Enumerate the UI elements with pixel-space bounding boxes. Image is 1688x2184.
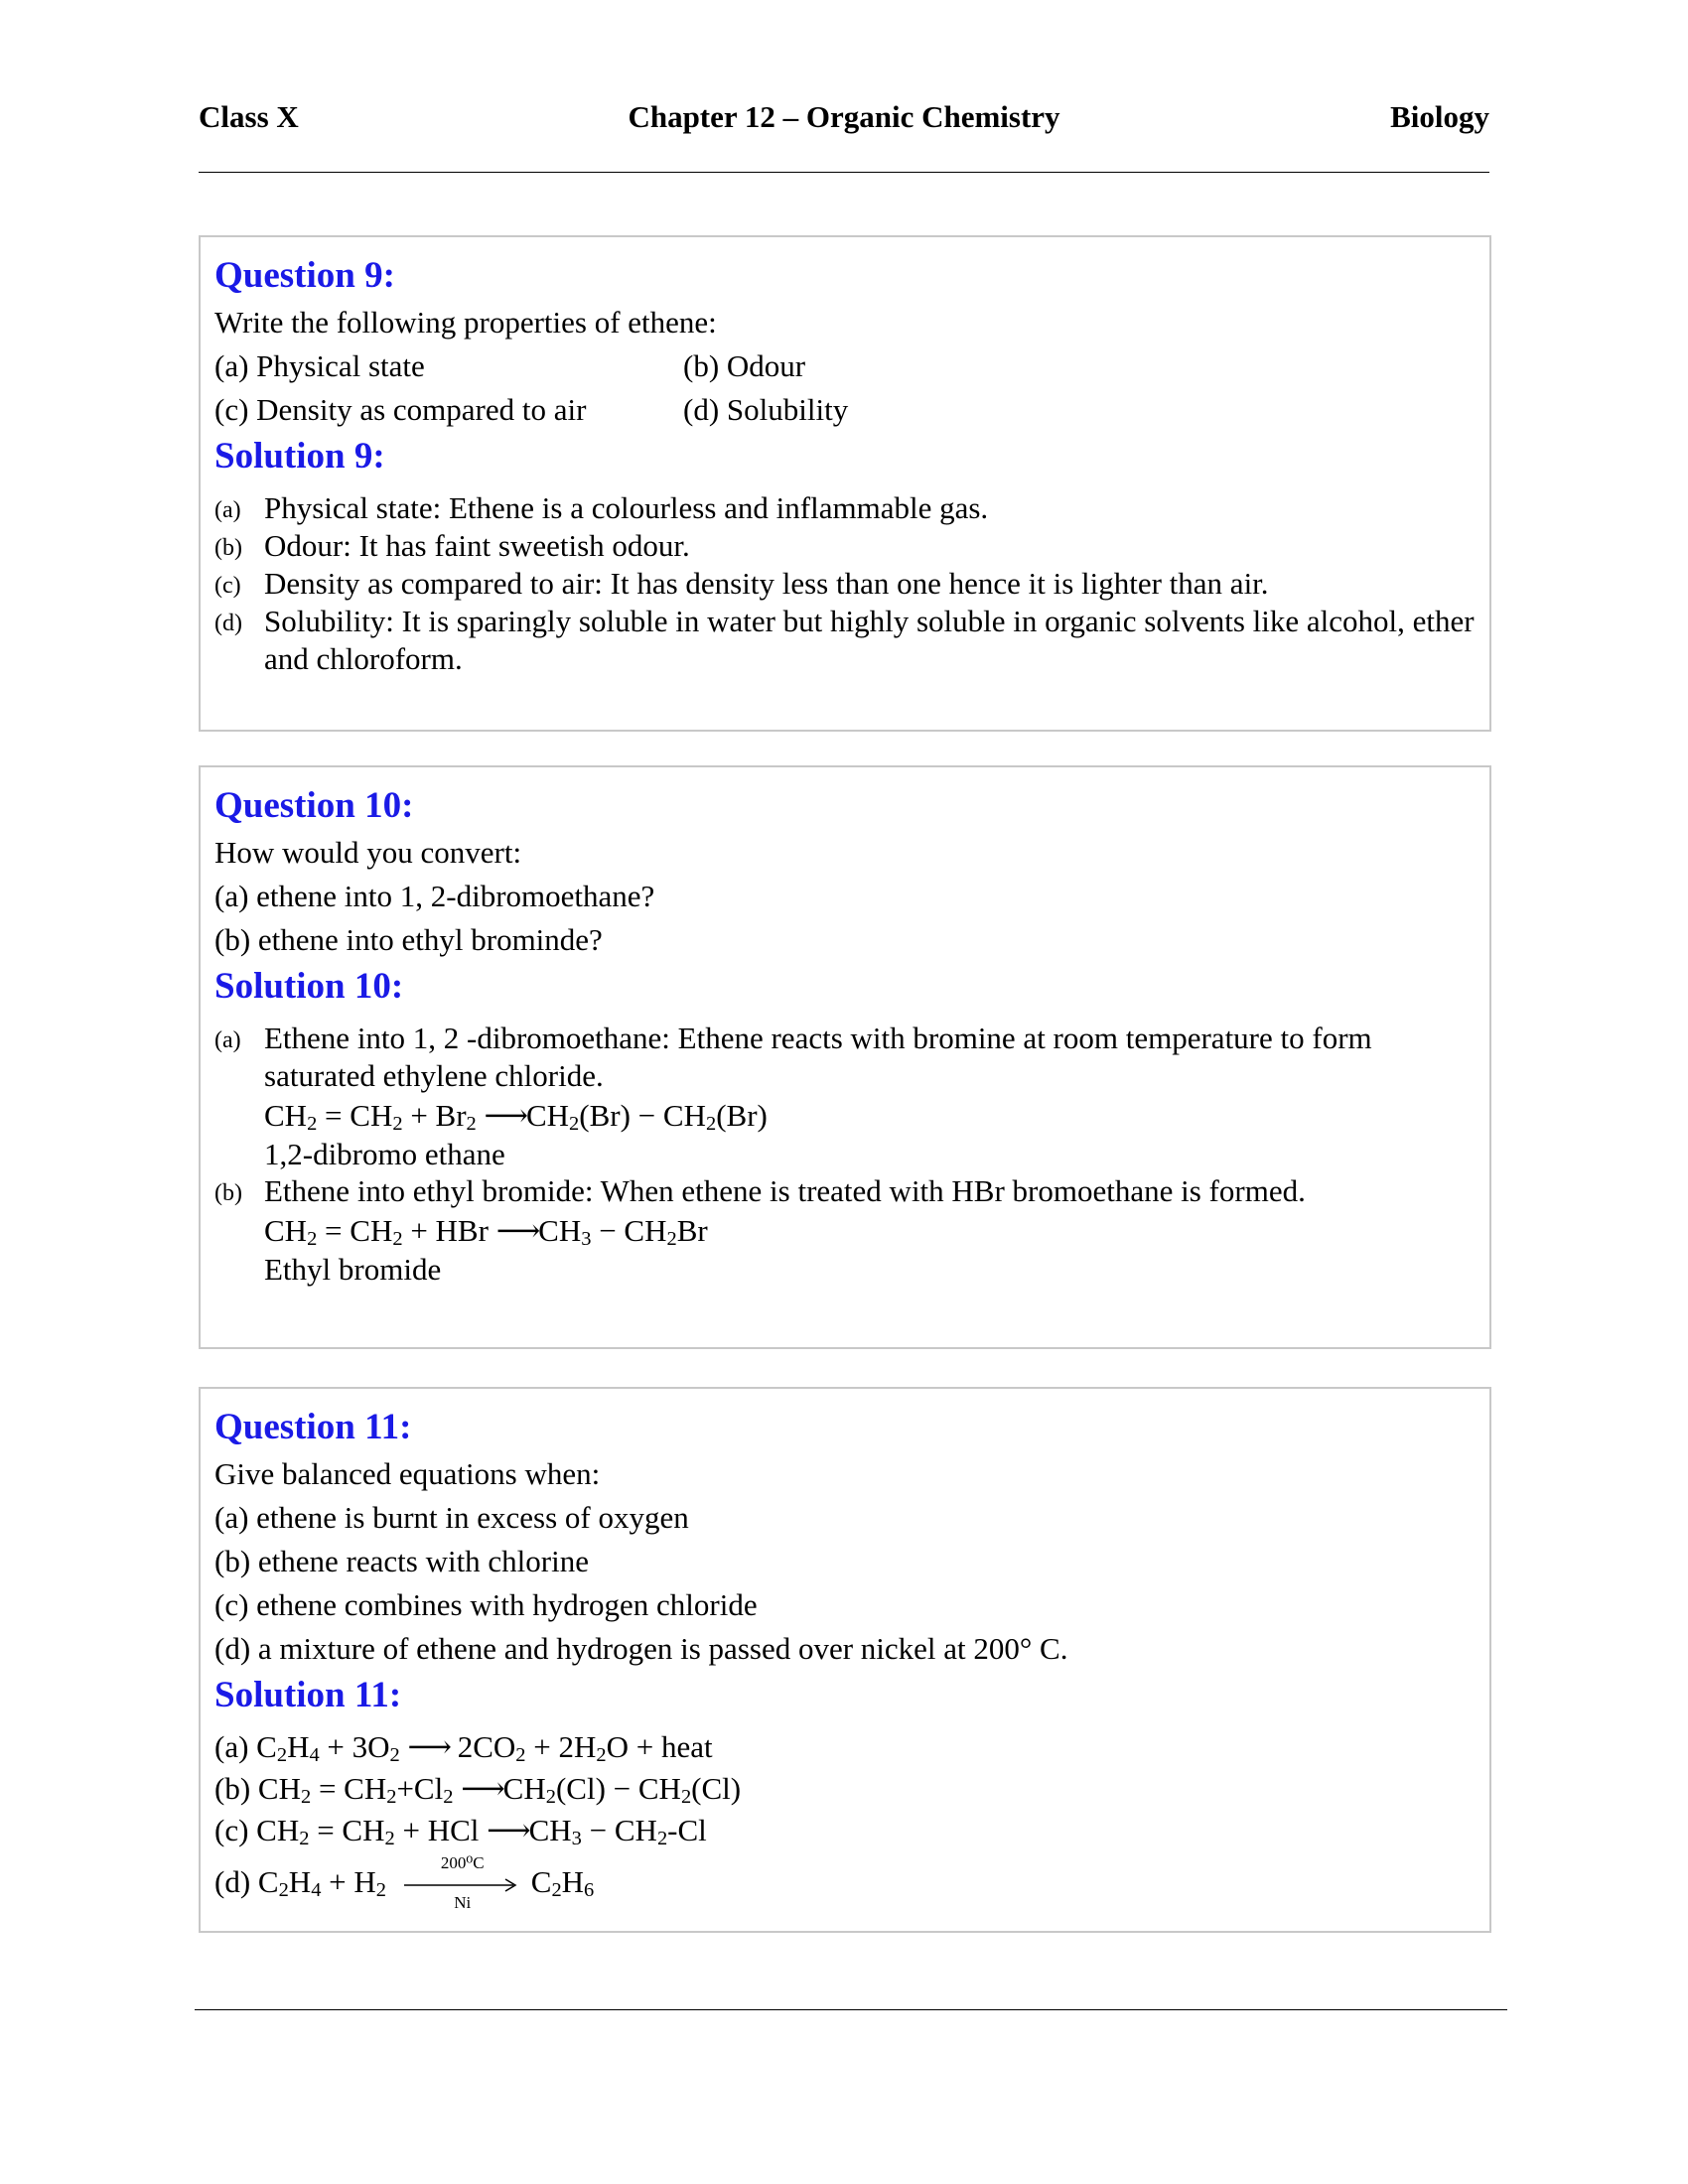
q10-answer-a: Ethene into 1, 2 -dibromoethane: Ethene reacts with bromine at room temperature to form saturated ethylene chloride. [264,1021,1372,1093]
q9-option-c: (c) Density as compared to air [214,392,587,427]
question-9-options-row-2 [214,388,1476,432]
equation-ethyl-bromide: $CH_2 = CH_2$ + HBr $⟶CH_3 - CH_2Br$ [264,1213,708,1251]
list-item [214,565,1476,603]
solution-10-list-b [214,1172,1476,1210]
list-marker: (a) [214,497,241,523]
list-item [214,527,1476,565]
list-marker: (a) [214,1027,241,1053]
page-header [199,99,1489,143]
question-10-prompt: How would you convert: [214,835,522,870]
list-item [214,603,1476,678]
q11-option-d: (d) a mixture of ethene and hydrogen is passed over nickel at 200° C. [214,1631,1068,1666]
question-11-title: Question 11: [214,1407,412,1447]
header-class: Class X [199,99,299,134]
list-item [214,1172,1476,1210]
list-marker: (b) [214,1180,242,1206]
solution-9-list [214,489,1476,678]
question-9-box [199,235,1491,732]
question-10-title: Question 10: [214,785,414,826]
equation-chlorination: (b) $CH_2 = CH_2+Cl_2$ $⟶CH_2(Cl) - CH_2(Cl)$ [214,1771,742,1809]
equation-combustion: (a) $C_2H_4 + 3O_2$ ⟶ $2CO_2 + 2H_2O$ + heat [214,1729,713,1767]
question-9-title: Question 9: [214,255,395,296]
question-9-options-row-1 [214,344,1476,388]
q9-answer-b: Odour: It has faint sweetish odour. [264,528,690,563]
q9-option-b: (b) Odour [683,348,806,383]
equation-label-a: 1,2-dibromo ethane [264,1137,505,1171]
q9-option-d: (d) Solubility [683,392,849,427]
q9-answer-c: Density as compared to air: It has density less than one hence it is lighter than air. [264,566,1269,601]
equation-hydrogenation: (d) $C_2H_4 + H_2$ 200⁰C Ni $C_2H_6$ [214,1852,595,1912]
question-11-box [199,1387,1491,1933]
q10-option-a: (a) ethene into 1, 2-dibromoethane? [214,879,655,913]
solution-11-title: Solution 11: [214,1675,402,1715]
q9-answer-d: Solubility: It is sparingly soluble in water but highly soluble in organic solvents like alcohol, ether and chloroform. [264,604,1475,676]
solution-9-title: Solution 9: [214,436,385,477]
condition-temperature: 200⁰C [440,1852,485,1872]
reaction-condition-arrow [404,1852,521,1912]
question-9-prompt: Write the following properties of ethene: [214,305,717,340]
condition-catalyst: Ni [454,1892,472,1912]
equation-dibromoethane: $CH_2 = CH_2 + Br_2$ $⟶CH_2(Br) - CH_2(Br)$ [264,1098,768,1136]
arrow-icon [404,1878,521,1892]
question-11-prompt: Give balanced equations when: [214,1456,601,1491]
list-item [214,489,1476,527]
list-marker: (c) [214,573,241,599]
q10-answer-b: Ethene into ethyl bromide: When ethene is treated with HBr bromoethane is formed. [264,1173,1306,1208]
header-subject: Biology [1390,99,1489,134]
header-chapter: Chapter 12 – Organic Chemistry [628,99,1060,134]
equation-hydrochlorination: (c) $CH_2 = CH_2$ + HCl $⟶CH_3 - CH_2-Cl$ [214,1813,707,1850]
list-marker: (d) [214,611,242,636]
q11-option-c: (c) ethene combines with hydrogen chloride [214,1587,758,1622]
equation-label-b: Ethyl bromide [264,1252,442,1287]
footer-rule [195,2009,1507,2010]
q11-option-b: (b) ethene reacts with chlorine [214,1544,589,1578]
list-item [214,1020,1476,1095]
question-10-box [199,765,1491,1349]
q11-option-a: (a) ethene is burnt in excess of oxygen [214,1500,689,1535]
solution-10-list [214,1020,1476,1095]
q9-option-a: (a) Physical state [214,348,425,383]
q9-answer-a: Physical state: Ethene is a colourless and inflammable gas. [264,490,989,525]
solution-10-title: Solution 10: [214,966,404,1007]
q10-option-b: (b) ethene into ethyl brominde? [214,922,603,957]
list-marker: (b) [214,535,242,561]
header-rule [199,172,1489,173]
